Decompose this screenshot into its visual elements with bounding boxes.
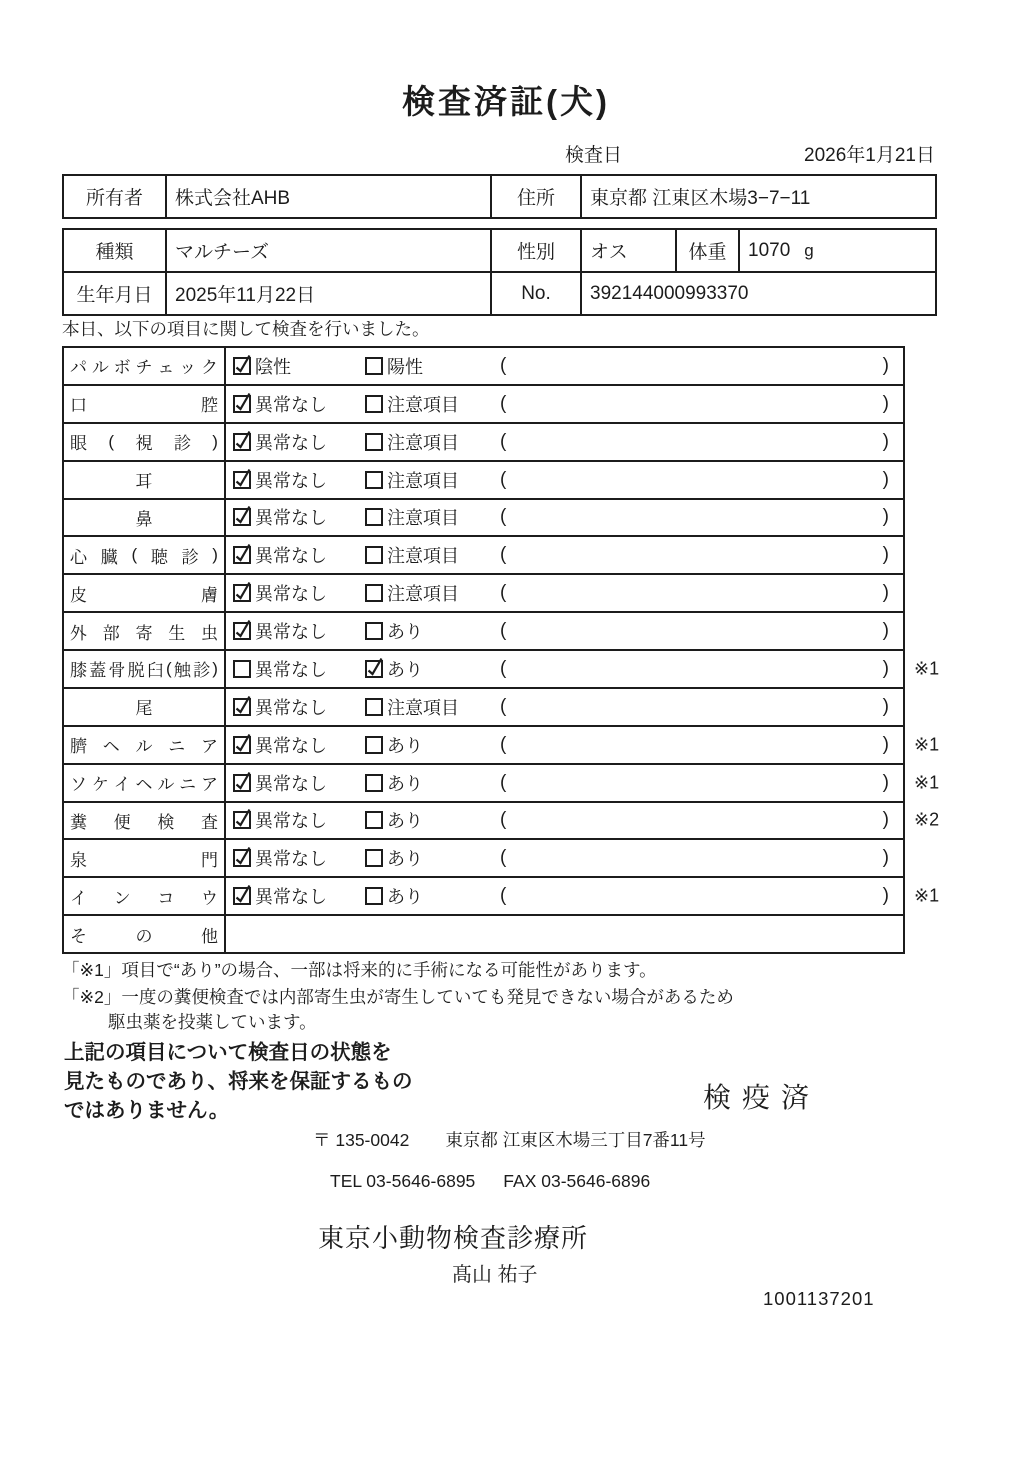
sex-value: オス bbox=[581, 229, 676, 272]
check-row bbox=[64, 573, 903, 611]
paren-open: ( bbox=[500, 506, 507, 528]
checkbox-checked-icon bbox=[233, 546, 251, 564]
option bbox=[365, 883, 423, 909]
paren-close: ) bbox=[882, 430, 889, 452]
option bbox=[365, 807, 423, 833]
check-row-content bbox=[226, 878, 903, 914]
footnote-1: 「※1」項目で“あり”の場合、一部は将来的に手術になる可能性があります。 bbox=[62, 960, 657, 980]
option-label: 異常なし bbox=[255, 735, 327, 756]
check-row-content bbox=[226, 689, 903, 725]
option bbox=[233, 580, 327, 606]
owner-label: 所有者 bbox=[63, 175, 166, 218]
option-label: 異常なし bbox=[255, 622, 327, 643]
option-label: 陰性 bbox=[255, 356, 291, 377]
option-label: 注意項目 bbox=[387, 546, 459, 567]
checkbox-checked-icon bbox=[233, 357, 251, 375]
check-row-content bbox=[226, 386, 903, 422]
paren-close: ) bbox=[882, 468, 889, 490]
no-value: 392144000993370 bbox=[581, 272, 936, 315]
checkbox-unchecked-icon bbox=[365, 471, 383, 489]
option-label: 異常なし bbox=[255, 887, 327, 908]
checkbox-unchecked-icon bbox=[365, 736, 383, 754]
option bbox=[233, 542, 327, 568]
checkbox-checked-icon bbox=[233, 584, 251, 602]
checkbox-checked-icon bbox=[233, 433, 251, 451]
checkbox-checked-icon bbox=[233, 508, 251, 526]
weight-cell bbox=[739, 229, 936, 272]
owner-address-value: 東京都 江東区木場3−7−11 bbox=[581, 175, 936, 218]
check-row bbox=[64, 838, 903, 876]
paren-open: ( bbox=[500, 582, 507, 604]
paren-close: ) bbox=[882, 392, 889, 414]
clinic-address-line bbox=[313, 1127, 706, 1152]
paren-close: ) bbox=[882, 544, 889, 566]
check-row bbox=[64, 914, 903, 952]
checkbox-unchecked-icon bbox=[365, 774, 383, 792]
check-row bbox=[64, 687, 903, 725]
check-row bbox=[64, 801, 940, 839]
pet-table bbox=[62, 228, 937, 316]
check-row bbox=[64, 460, 903, 498]
option-label: 注意項目 bbox=[387, 470, 459, 491]
check-row-content bbox=[226, 765, 903, 801]
option-label: 異常なし bbox=[255, 584, 327, 605]
item-name: 糞 便 検 査 bbox=[64, 803, 226, 839]
paren-close: ) bbox=[882, 657, 889, 679]
inspection-date-label: 検査日 bbox=[565, 145, 623, 166]
paren-open: ( bbox=[500, 847, 507, 869]
owner-table bbox=[62, 174, 937, 219]
checkbox-checked-icon bbox=[233, 849, 251, 867]
check-row bbox=[64, 649, 940, 687]
item-name: 眼 ( 視 診 ) bbox=[64, 424, 226, 460]
check-row-content bbox=[226, 803, 903, 839]
paren-open: ( bbox=[500, 885, 507, 907]
item-name: 膝 蓋 骨 脱 臼 ( 触 診 ) bbox=[64, 651, 226, 687]
reference-mark: ※2 bbox=[914, 809, 940, 830]
option-label: あり bbox=[387, 849, 423, 870]
check-row bbox=[64, 384, 903, 422]
paren-open: ( bbox=[500, 695, 507, 717]
paren-open: ( bbox=[500, 809, 507, 831]
item-name: パ ル ボ チ ェ ッ ク bbox=[64, 348, 226, 384]
check-table bbox=[62, 346, 940, 954]
paren-open: ( bbox=[500, 657, 507, 679]
option-label: 異常なし bbox=[255, 773, 327, 794]
checkbox-unchecked-icon bbox=[365, 622, 383, 640]
checkbox-unchecked-icon bbox=[365, 584, 383, 602]
checkbox-unchecked-icon bbox=[365, 508, 383, 526]
checkbox-checked-icon bbox=[233, 622, 251, 640]
paren-open: ( bbox=[500, 733, 507, 755]
option bbox=[233, 807, 327, 833]
option-label: あり bbox=[387, 773, 423, 794]
item-name: 耳 bbox=[64, 462, 226, 498]
check-row-content bbox=[226, 916, 903, 952]
option-label: 異常なし bbox=[255, 432, 327, 453]
item-name: 口 腔 bbox=[64, 386, 226, 422]
quarantine-stamp: 検疫済 bbox=[703, 1082, 821, 1113]
disclaimer-line-1: 上記の項目について検査日の状態を bbox=[64, 1041, 392, 1064]
clinic-address: 東京都 江東区木場三丁目7番11号 bbox=[445, 1130, 706, 1150]
disclaimer-line-2: 見たものであり、将来を保証するもの bbox=[64, 1070, 413, 1093]
veterinarian-name: 髙山 祐子 bbox=[452, 1264, 538, 1286]
option-label: あり bbox=[387, 735, 423, 756]
option bbox=[365, 467, 459, 493]
check-row-content bbox=[226, 575, 903, 611]
paren-open: ( bbox=[500, 620, 507, 642]
option-label: 異常なし bbox=[255, 849, 327, 870]
option bbox=[233, 618, 327, 644]
weight-value: 1070 bbox=[748, 239, 791, 261]
footnote-2b: 駆虫薬を投薬しています。 bbox=[108, 1012, 317, 1032]
paren-open: ( bbox=[500, 771, 507, 793]
checkbox-unchecked-icon bbox=[233, 660, 251, 678]
checkbox-checked-icon bbox=[233, 774, 251, 792]
serial-number: 1001137201 bbox=[763, 1288, 875, 1309]
option-label: 異常なし bbox=[255, 811, 327, 832]
checkbox-checked-icon bbox=[233, 811, 251, 829]
option bbox=[233, 845, 327, 871]
check-row-content bbox=[226, 424, 903, 460]
item-name: イ ン コ ウ bbox=[64, 878, 226, 914]
paren-open: ( bbox=[500, 392, 507, 414]
inspection-date-value: 2026年1月21日 bbox=[804, 145, 935, 166]
option bbox=[233, 467, 327, 493]
breed-value: マルチーズ bbox=[166, 229, 491, 272]
item-name: 皮 膚 bbox=[64, 575, 226, 611]
owner-address-label: 住所 bbox=[491, 175, 581, 218]
option bbox=[233, 391, 327, 417]
check-row-content bbox=[226, 500, 903, 536]
option-label: 注意項目 bbox=[387, 432, 459, 453]
checkbox-unchecked-icon bbox=[365, 698, 383, 716]
paren-close: ) bbox=[882, 809, 889, 831]
birth-value: 2025年11月22日 bbox=[166, 272, 491, 315]
owner-row bbox=[63, 175, 936, 218]
option bbox=[365, 580, 459, 606]
item-name: 泉 門 bbox=[64, 840, 226, 876]
paren-close: ) bbox=[882, 847, 889, 869]
check-row bbox=[64, 725, 940, 763]
check-row bbox=[64, 876, 940, 914]
check-row-content bbox=[226, 462, 903, 498]
option-label: 注意項目 bbox=[387, 584, 459, 605]
paren-close: ) bbox=[882, 620, 889, 642]
no-label: No. bbox=[491, 272, 581, 315]
option-label: 異常なし bbox=[255, 697, 327, 718]
clinic-name: 東京小動物検査診療所 bbox=[318, 1223, 589, 1253]
option bbox=[233, 883, 327, 909]
check-row-content bbox=[226, 727, 903, 763]
check-row bbox=[64, 611, 903, 649]
owner-value: 株式会社AHB bbox=[166, 175, 491, 218]
paren-open: ( bbox=[500, 544, 507, 566]
item-name: そ の 他 bbox=[64, 916, 226, 952]
option-label: 異常なし bbox=[255, 508, 327, 529]
breed-row bbox=[63, 229, 936, 272]
contact-line bbox=[330, 1171, 650, 1192]
footnote-2a: 「※2」一度の糞便検査では内部寄生虫が寄生していても発見できない場合があるため bbox=[62, 987, 734, 1007]
option-label: 注意項目 bbox=[387, 508, 459, 529]
fax-number: FAX 03-5646-6896 bbox=[503, 1171, 651, 1191]
checkbox-unchecked-icon bbox=[365, 849, 383, 867]
disclaimer bbox=[64, 1038, 413, 1125]
reference-mark: ※1 bbox=[914, 885, 940, 906]
birth-row bbox=[63, 272, 936, 315]
option-label: 異常なし bbox=[255, 546, 327, 567]
checkbox-unchecked-icon bbox=[365, 433, 383, 451]
item-name: 尾 bbox=[64, 689, 226, 725]
option bbox=[365, 845, 423, 871]
option-label: 陽性 bbox=[387, 356, 423, 377]
option-label: 異常なし bbox=[255, 470, 327, 491]
reference-mark: ※1 bbox=[914, 772, 940, 793]
option-label: 異常なし bbox=[255, 394, 327, 415]
checkbox-checked-icon bbox=[233, 736, 251, 754]
paren-close: ) bbox=[882, 733, 889, 755]
option bbox=[233, 694, 327, 720]
intro-text: 本日、以下の項目に関して検査を行いました。 bbox=[62, 319, 430, 339]
item-name: 心 臓 ( 聴 診 ) bbox=[64, 537, 226, 573]
paren-open: ( bbox=[500, 354, 507, 376]
option bbox=[365, 429, 459, 455]
option bbox=[365, 618, 423, 644]
sex-label: 性別 bbox=[491, 229, 581, 272]
check-row-content bbox=[226, 840, 903, 876]
check-row bbox=[64, 763, 940, 801]
checkbox-unchecked-icon bbox=[365, 395, 383, 413]
weight-label: 体重 bbox=[676, 229, 739, 272]
checkbox-unchecked-icon bbox=[365, 811, 383, 829]
item-name: ソ ケ イ ヘ ル ニ ア bbox=[64, 765, 226, 801]
option-label: 異常なし bbox=[255, 659, 327, 680]
birth-label: 生年月日 bbox=[63, 272, 166, 315]
checkbox-checked-icon bbox=[233, 395, 251, 413]
option bbox=[365, 542, 459, 568]
checkbox-checked-icon bbox=[233, 887, 251, 905]
reference-mark: ※1 bbox=[914, 658, 940, 679]
disclaimer-line-3: ではありません。 bbox=[64, 1099, 230, 1122]
check-row bbox=[64, 348, 903, 384]
check-row-content bbox=[226, 613, 903, 649]
item-name: 外 部 寄 生 虫 bbox=[64, 613, 226, 649]
option bbox=[365, 353, 423, 379]
option bbox=[233, 353, 291, 379]
postal-code: 〒 135-0042 bbox=[313, 1130, 410, 1150]
option-label: あり bbox=[387, 811, 423, 832]
checkbox-unchecked-icon bbox=[365, 546, 383, 564]
option bbox=[365, 391, 459, 417]
option bbox=[233, 656, 327, 682]
checkbox-checked-icon bbox=[365, 660, 383, 678]
option bbox=[365, 770, 423, 796]
page-title: 検査済証(犬) bbox=[402, 83, 610, 120]
option-label: あり bbox=[387, 622, 423, 643]
breed-label: 種類 bbox=[63, 229, 166, 272]
checkbox-checked-icon bbox=[233, 698, 251, 716]
option bbox=[365, 656, 423, 682]
option-label: 注意項目 bbox=[387, 697, 459, 718]
item-name: 鼻 bbox=[64, 500, 226, 536]
check-row-content bbox=[226, 348, 903, 384]
option bbox=[233, 429, 327, 455]
option bbox=[365, 732, 423, 758]
paren-close: ) bbox=[882, 695, 889, 717]
check-row bbox=[64, 535, 903, 573]
paren-open: ( bbox=[500, 430, 507, 452]
option-label: あり bbox=[387, 887, 423, 908]
paren-close: ) bbox=[882, 354, 889, 376]
check-row-content bbox=[226, 537, 903, 573]
checkbox-checked-icon bbox=[233, 471, 251, 489]
check-row bbox=[64, 498, 903, 536]
check-row-content bbox=[226, 651, 903, 687]
paren-open: ( bbox=[500, 468, 507, 490]
paren-close: ) bbox=[882, 506, 889, 528]
option bbox=[233, 770, 327, 796]
option-label: あり bbox=[387, 659, 423, 680]
option bbox=[233, 504, 327, 530]
paren-close: ) bbox=[882, 582, 889, 604]
item-name: 臍 ヘ ル ニ ア bbox=[64, 727, 226, 763]
option bbox=[365, 694, 459, 720]
paren-close: ) bbox=[882, 771, 889, 793]
paren-close: ) bbox=[882, 885, 889, 907]
weight-unit: g bbox=[804, 240, 814, 260]
reference-mark: ※1 bbox=[914, 734, 940, 755]
check-row bbox=[64, 422, 903, 460]
checkbox-unchecked-icon bbox=[365, 357, 383, 375]
option bbox=[365, 504, 459, 530]
option bbox=[233, 732, 327, 758]
option-label: 注意項目 bbox=[387, 394, 459, 415]
tel-number: TEL 03-5646-6895 bbox=[330, 1171, 476, 1191]
checkbox-unchecked-icon bbox=[365, 887, 383, 905]
